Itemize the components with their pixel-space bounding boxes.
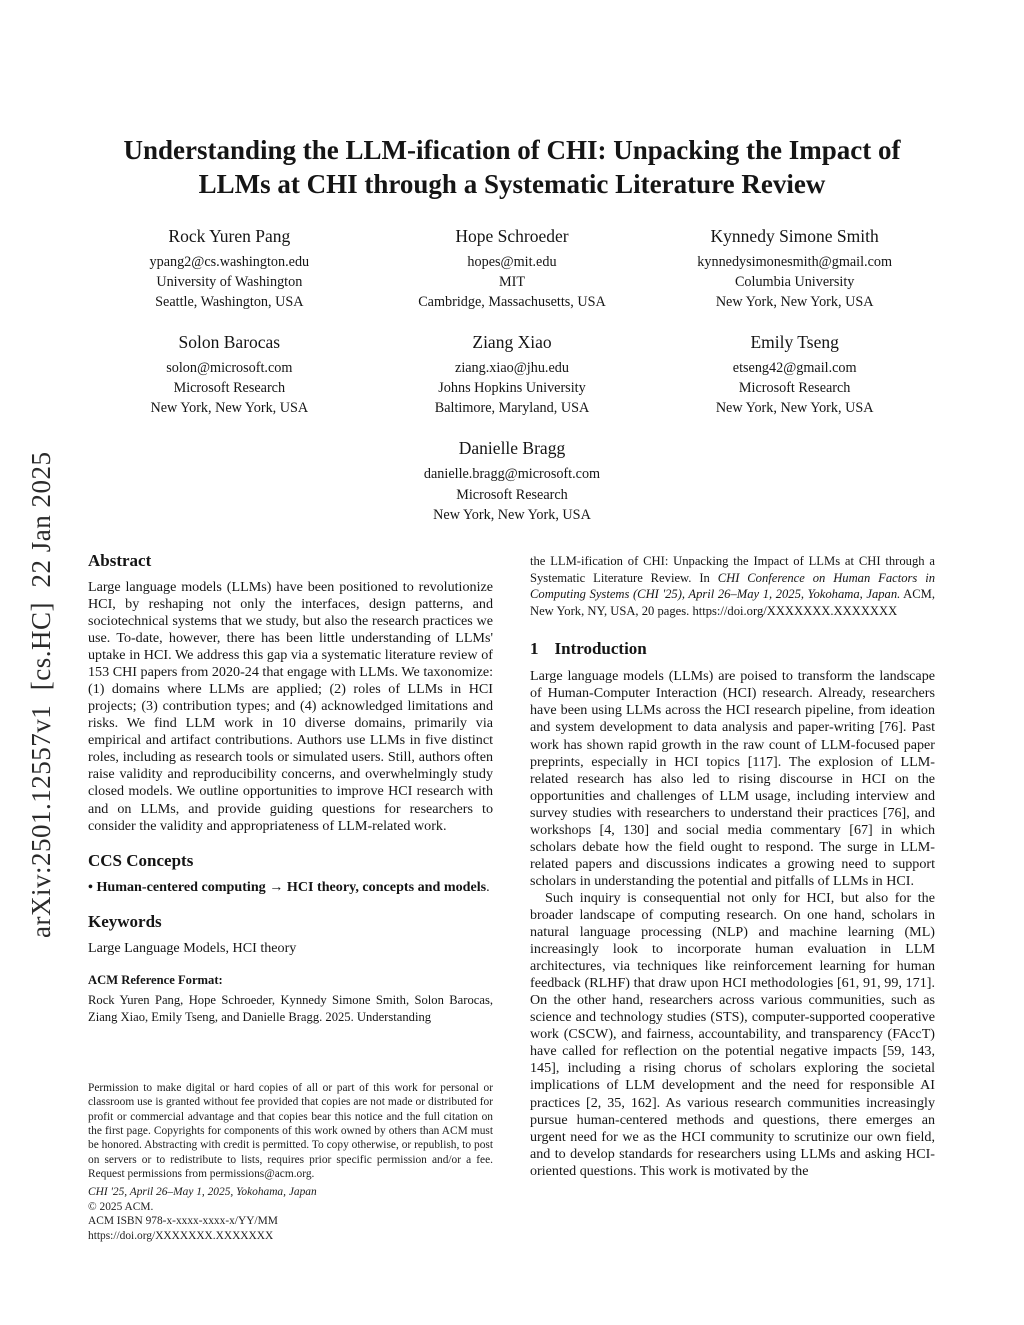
ccs-concept-parent: Human-centered computing <box>96 878 266 895</box>
author-email: solon@microsoft.com <box>166 359 293 376</box>
paper-content <box>88 0 936 1243</box>
author-name: Emily Tseng <box>750 331 839 352</box>
author-block <box>653 226 936 312</box>
section-number: 1 <box>530 639 539 659</box>
venue-line: CHI '25, April 26–May 1, 2025, Yokohama, Japan <box>88 1186 317 1199</box>
ccs-concept-child: HCI theory, concepts and models <box>286 878 487 895</box>
acm-reference-heading: ACM Reference Format: <box>88 973 223 988</box>
author-location: Baltimore, Maryland, USA <box>434 400 590 417</box>
author-affiliation: University of Washington <box>156 273 303 290</box>
author-location: Seattle, Washington, USA <box>155 293 304 310</box>
author-affiliation: Microsoft Research <box>173 380 286 397</box>
author-block <box>88 332 371 418</box>
right-column <box>530 551 935 1243</box>
acm-reference-continuation <box>530 553 935 619</box>
author-email: ypang2@cs.washington.edu <box>149 253 310 270</box>
doi-line: https://doi.org/XXXXXXX.XXXXXXX <box>88 1229 274 1242</box>
keywords-heading: Keywords <box>88 912 162 932</box>
author-affiliation: Microsoft Research <box>738 380 851 397</box>
ccs-concepts-text <box>88 879 493 897</box>
author-block <box>371 332 654 418</box>
author-email: danielle.bragg@microsoft.com <box>423 466 601 483</box>
author-name: Rock Yuren Pang <box>168 225 291 246</box>
author-block <box>653 332 936 418</box>
refcont-plain-2: ACM, New York, NY, USA, 20 pages. https://doi.org/XXXXXXX.XXXXXXX <box>530 587 935 618</box>
author-email: ziang.xiao@jhu.edu <box>455 359 569 376</box>
author-grid <box>88 226 936 525</box>
ccs-heading: CCS Concepts <box>88 850 194 870</box>
introduction-paragraph-2: Such inquiry is consequential not only for HCI, but also for the broader landscape of computing research. On one hand, scholars in natural language processing (NLP) and machine learning (ML) increasingly look to incorporate human evaluation in LLM architectures, via techniques like reinforcement learning for human feedback (RLHF) that draw upon HCI methodologies [61, 91, 99, 171]. On the other hand, researchers across various communities, such as science and technology studies (STS), computer-supported cooperative work (CSCW), and fairness, accountability, and transparency (FAccT) have called for reflection on the potential negative impacts [59, 143, 145], including a rising chorus of scholars exploring the societal implications of LLM development and the need for responsible AI practices [2, 35, 162]. As various research communities increasingly pursue human-centered methods and questions, there emerges an urgent need for we as the HCI community to scrutinize our own field, and to develop standards for researchers using LLMs and asking HCI-oriented questions. This work is motivated by the <box>530 889 935 1179</box>
refcont-plain-1: the LLM-ification of CHI: Unpacking the Impact of LLMs at CHI through a Systematic Literature Review. In <box>530 553 935 585</box>
author-email: kynnedysimonesmith@gmail.com <box>697 253 893 270</box>
author-location: New York, New York, USA <box>715 400 874 417</box>
author-email: etseng42@gmail.com <box>732 359 857 376</box>
author-name: Hope Schroeder <box>455 225 569 246</box>
arxiv-watermark: arXiv:2501.12557v1 [cs.HC] 22 Jan 2025 <box>26 451 56 938</box>
ccs-arrow: → <box>265 878 287 895</box>
abstract-heading: Abstract <box>88 550 152 570</box>
author-location: New York, New York, USA <box>433 506 591 523</box>
copyright-footnote <box>88 1081 493 1243</box>
author-location: New York, New York, USA <box>715 293 874 310</box>
paper-title: Understanding the LLM-ification of CHI: Unpacking the Impact of LLMs at CHI through a Systematic Literature Review <box>123 135 901 199</box>
permission-text: Permission to make digital or hard copies of all or part of this work for personal or classroom use is granted without fee provided that copies are not made or distributed for profit or commercial advantage and that copies bear this notice and the full citation on the first page. Copyrights for components of this work owned by others than ACM must be honored. Abstracting with credit is permitted. To copy otherwise, or republish, to post on servers or to redistribute to lists, requires prior specific permission and/or a fee. Request permissions from permissions@acm.org. <box>88 1081 493 1181</box>
left-column <box>88 551 493 1243</box>
author-email: hopes@mit.edu <box>467 253 557 270</box>
author-location: Cambridge, Massachusetts, USA <box>418 293 606 310</box>
author-name: Kynnedy Simone Smith <box>710 225 879 246</box>
abstract-text: Large language models (LLMs) have been positioned to revolutionize HCI, by reshaping not only the interfaces, design patterns, and sociotechnical systems that we study, but also the research practices we use. To-date, however, there has been little understanding of LLMs' uptake in HCI. We address this gap via a systematic literature review of 153 CHI papers from 2020-24 that engage with LLMs. We taxonomize: (1) domains where LLMs are applied; (2) roles of LLMs in HCI projects; (3) contribution types; and (4) acknowledged limitations and risks. We find LLM work in 10 diverse domains, primarily via empirical and artifact contributions. Authors use LLMs in five distinct roles, including as research tools or simulated users. Still, authors often raise validity and reproducibility concerns, and overwhelmingly study closed models. We outline opportunities to improve HCI research with and on LLMs, and provide guiding questions for researchers to consider the validity and appropriateness of LLM-related work. <box>88 578 493 834</box>
introduction-paragraph-1: Large language models (LLMs) are poised to transform the landscape of Human-Computer Interaction (HCI) research. Already, researchers have been using LLMs across the HCI research pipeline, from ideation and system development to data analysis and paper-writing [76]. Past work has shown rapid growth in the raw count of LLM-focused paper preprints, especially in HCI topics [117]. The explosion of LLM-related research has also led to rising discourse in HCI on the opportunities and challenges of LLM usage, including interview and survey studies with researchers to understand their practices [76], and workshops [4, 130] and social media commentary [67] in which scholars debate how the field ought to respond. The surge in LLM-related papers and discussions indicates a growing need to support scholars in understanding the potential and pitfalls of LLMs in HCI. <box>530 668 935 889</box>
ccs-bullet: • <box>88 878 97 895</box>
refcont-venue-italic: CHI Conference on Human Factors in Computing Systems (CHI '25), April 26–May 1, 2025, Yokohama, Japan. <box>530 570 935 602</box>
author-name: Ziang Xiao <box>472 331 552 352</box>
author-block <box>371 438 654 524</box>
acm-reference-text: Rock Yuren Pang, Hope Schroeder, Kynnedy Simone Smith, Solon Barocas, Ziang Xiao, Emily Tseng, and Danielle Bragg. 2025. Understanding <box>88 993 493 1024</box>
author-affiliation: MIT <box>498 273 525 290</box>
two-column-body <box>88 551 936 1243</box>
author-location: New York, New York, USA <box>150 400 309 417</box>
section-heading-introduction <box>530 639 935 659</box>
copyright-line: © 2025 ACM. <box>88 1200 154 1213</box>
author-affiliation: Johns Hopkins University <box>438 380 586 397</box>
author-affiliation: Columbia University <box>734 273 855 290</box>
isbn-line: ACM ISBN 978-x-xxxx-xxxx-x/YY/MM <box>88 1215 278 1228</box>
author-block <box>88 226 371 312</box>
ccs-period: . <box>486 878 490 895</box>
author-name: Danielle Bragg <box>458 438 566 459</box>
section-label: Introduction <box>554 639 647 659</box>
author-affiliation: Microsoft Research <box>456 486 568 503</box>
keywords-text: Large Language Models, HCI theory <box>88 940 297 957</box>
author-block <box>371 226 654 312</box>
author-name: Solon Barocas <box>178 331 281 352</box>
